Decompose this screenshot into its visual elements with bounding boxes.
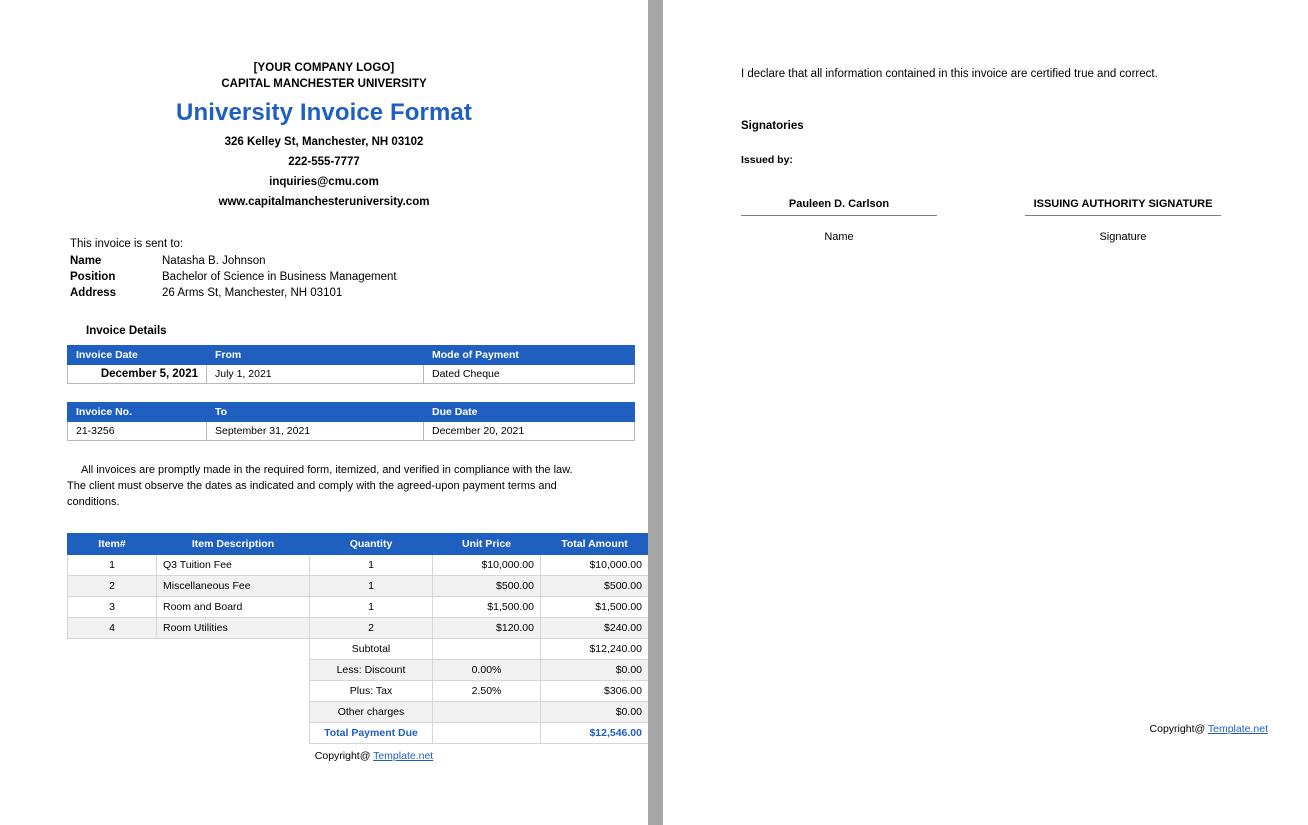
summary-row-discount <box>68 659 649 680</box>
cell-item-number: 3 <box>68 596 157 617</box>
cell-item-description: Miscellaneous Fee <box>157 575 310 596</box>
copyright-text: Copyright@ <box>314 749 374 762</box>
summary-row-total-due <box>68 722 649 743</box>
summary-value: $12,240.00 <box>541 638 649 659</box>
cell-total-amount: $240.00 <box>541 617 649 638</box>
summary-row-tax <box>68 680 649 701</box>
table-header-row <box>68 533 649 554</box>
signature-line-text: ISSUING AUTHORITY SIGNATURE <box>1025 198 1221 216</box>
recipient-value: Natasha B. Johnson <box>162 255 266 267</box>
recipient-label: Position <box>70 271 116 283</box>
copyright-text: Copyright@ <box>1149 723 1208 735</box>
summary-spacer <box>68 638 157 659</box>
summary-row-other-charges <box>68 701 649 722</box>
total-payment-due-label: Total Payment Due <box>310 722 433 743</box>
column-header-mode-of-payment: Mode of Payment <box>424 346 635 365</box>
cell-item-number: 1 <box>68 554 157 575</box>
company-website: www.capitalmanchesteruniversity.com <box>218 196 430 208</box>
copyright-left <box>0 750 648 762</box>
summary-label: Subtotal <box>310 638 433 659</box>
recipient-label: Name <box>70 255 102 267</box>
company-email: inquiries@cmu.com <box>269 176 379 188</box>
issued-by-label: Issued by: <box>741 154 793 166</box>
column-header-invoice-no: Invoice No. <box>68 403 207 422</box>
recipient-value: Bachelor of Science in Business Management <box>162 271 397 283</box>
cell-due-date: December 20, 2021 <box>424 422 635 441</box>
line-items-table <box>67 533 649 744</box>
summary-spacer <box>68 701 157 722</box>
summary-rate: 2.50% <box>433 680 541 701</box>
template-net-link[interactable]: Template.net <box>1207 723 1268 735</box>
page-title: University Invoice Format <box>176 99 472 126</box>
cell-quantity: 1 <box>310 575 433 596</box>
summary-value: $306.00 <box>541 680 649 701</box>
cell-unit-price: $500.00 <box>433 575 541 596</box>
cell-unit-price: $10,000.00 <box>433 554 541 575</box>
recipient-block <box>70 238 648 299</box>
summary-spacer <box>68 659 157 680</box>
column-header-invoice-date: Invoice Date <box>68 346 207 365</box>
cell-quantity: 1 <box>310 554 433 575</box>
cell-item-number: 4 <box>68 617 157 638</box>
table-row <box>68 617 649 638</box>
recipient-row-position <box>70 271 648 283</box>
cell-unit-price: $1,500.00 <box>433 596 541 617</box>
invoice-page-one <box>0 0 648 825</box>
table-row <box>68 575 649 596</box>
declaration-text: I declare that all information contained in this invoice are certified true and correct. <box>741 68 1158 80</box>
company-phone: 222-555-7777 <box>288 156 360 168</box>
summary-rate: 0.00% <box>433 659 541 680</box>
cell-item-description: Room and Board <box>157 596 310 617</box>
column-header-total-amount: Total Amount <box>541 533 649 554</box>
cell-item-description: Room Utilities <box>157 617 310 638</box>
invoice-header <box>0 62 648 208</box>
table-row <box>68 596 649 617</box>
cell-quantity: 1 <box>310 596 433 617</box>
summary-label: Plus: Tax <box>310 680 433 701</box>
template-net-link[interactable]: Template.net <box>373 749 434 762</box>
recipient-row-address <box>70 287 648 299</box>
signature-row <box>741 198 1308 243</box>
table-row <box>68 422 635 441</box>
invoice-page-two <box>663 0 1308 825</box>
cell-invoice-no: 21-3256 <box>68 422 207 441</box>
summary-rate <box>433 638 541 659</box>
copyright-right <box>1150 723 1268 735</box>
total-payment-due-value: $12,546.00 <box>541 722 649 743</box>
summary-spacer <box>157 722 310 743</box>
summary-spacer <box>68 722 157 743</box>
column-header-quantity: Quantity <box>310 533 433 554</box>
table-row <box>68 554 649 575</box>
signature-caption: Name <box>824 231 854 243</box>
table-row <box>68 365 635 384</box>
company-address: 326 Kelley St, Manchester, NH 03102 <box>224 136 424 148</box>
column-header-item-description: Item Description <box>157 533 310 554</box>
summary-spacer <box>157 659 310 680</box>
total-payment-due-rate <box>433 722 541 743</box>
summary-spacer <box>157 638 310 659</box>
summary-value: $0.00 <box>541 659 649 680</box>
cell-invoice-date: December 5, 2021 <box>68 365 207 384</box>
column-header-to: To <box>207 403 424 422</box>
column-header-unit-price: Unit Price <box>433 533 541 554</box>
invoice-terms-note: All invoices are promptly made in the required form, itemized, and verified in compliance with the law. The client must observe the dates as indicated and comply with the agreed-upon payment terms and conditions. <box>67 464 573 508</box>
summary-spacer <box>157 701 310 722</box>
summary-spacer <box>157 680 310 701</box>
company-name: CAPITAL MANCHESTER UNIVERSITY <box>221 78 427 90</box>
column-header-item-number: Item# <box>68 533 157 554</box>
summary-label: Less: Discount <box>310 659 433 680</box>
signature-block-authority <box>1025 198 1221 243</box>
recipient-intro: This invoice is sent to: <box>70 238 184 250</box>
invoice-details-table-one <box>67 345 635 384</box>
summary-value: $0.00 <box>541 701 649 722</box>
recipient-value: 26 Arms St, Manchester, NH 03101 <box>162 287 343 299</box>
signature-line-text: Pauleen D. Carlson <box>741 198 937 216</box>
cell-to: September 31, 2021 <box>207 422 424 441</box>
page-divider <box>648 0 663 825</box>
cell-mode-of-payment: Dated Cheque <box>424 365 635 384</box>
invoice-details-title: Invoice Details <box>86 325 167 337</box>
table-header-row <box>68 346 635 365</box>
cell-total-amount: $10,000.00 <box>541 554 649 575</box>
summary-rate <box>433 701 541 722</box>
cell-quantity: 2 <box>310 617 433 638</box>
cell-from: July 1, 2021 <box>207 365 424 384</box>
company-logo-placeholder: [YOUR COMPANY LOGO] <box>253 62 395 74</box>
table-header-row <box>68 403 635 422</box>
recipient-label: Address <box>70 287 117 299</box>
signature-block-name <box>741 198 937 243</box>
cell-item-number: 2 <box>68 575 157 596</box>
column-header-due-date: Due Date <box>424 403 635 422</box>
cell-total-amount: $1,500.00 <box>541 596 649 617</box>
invoice-details-table-two <box>67 402 635 441</box>
summary-row-subtotal <box>68 638 649 659</box>
cell-unit-price: $120.00 <box>433 617 541 638</box>
recipient-row-name <box>70 255 648 267</box>
cell-item-description: Q3 Tuition Fee <box>157 554 310 575</box>
column-header-from: From <box>207 346 424 365</box>
signature-caption: Signature <box>1099 231 1147 243</box>
signatories-title: Signatories <box>741 120 804 132</box>
cell-total-amount: $500.00 <box>541 575 649 596</box>
summary-label: Other charges <box>310 701 433 722</box>
summary-spacer <box>68 680 157 701</box>
